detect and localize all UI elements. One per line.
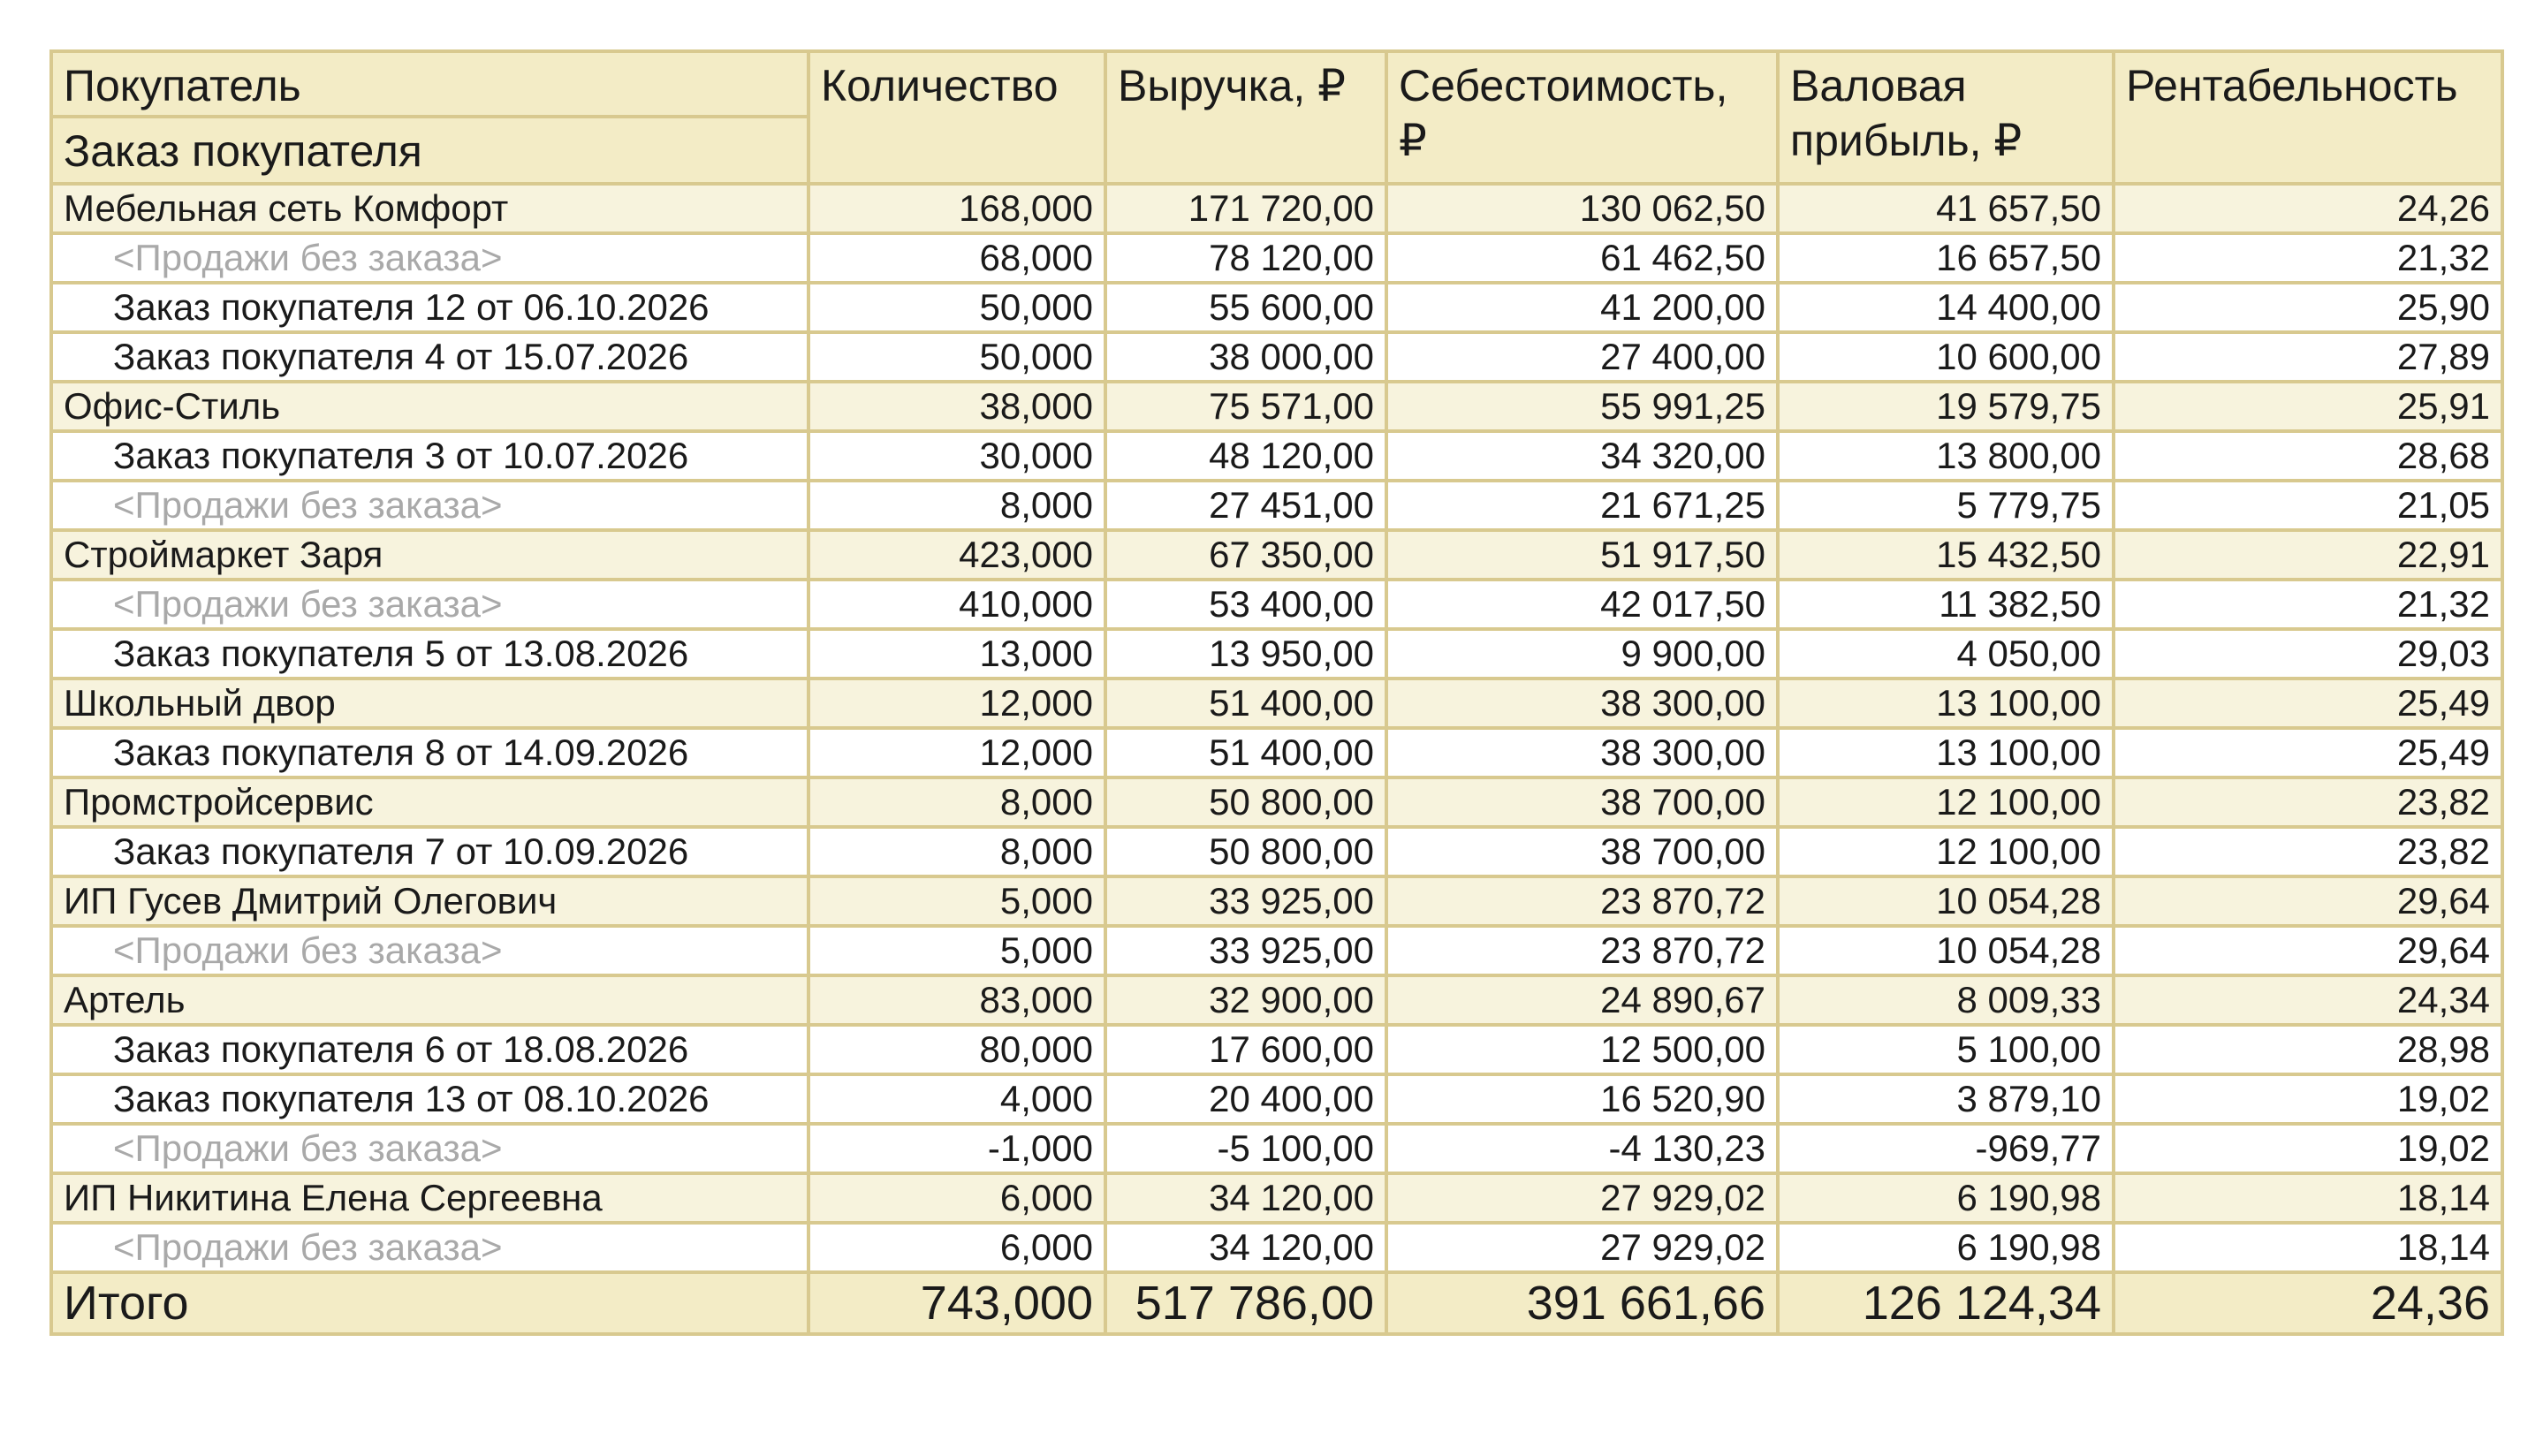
cell-revenue: -5 100,00 — [1105, 1124, 1386, 1173]
order-row[interactable] — [51, 580, 2502, 629]
total-quantity: 743,000 — [808, 1272, 1105, 1334]
cell-revenue: 51 400,00 — [1105, 728, 1386, 777]
total-revenue: 517 786,00 — [1105, 1272, 1386, 1334]
order-row[interactable] — [51, 332, 2502, 382]
cell-cost: 23 870,72 — [1386, 926, 1778, 975]
buyer-row[interactable] — [51, 876, 2502, 926]
cell-gross-profit: 5 779,75 — [1778, 481, 2114, 530]
cell-margin: 25,90 — [2114, 283, 2502, 332]
order-row[interactable] — [51, 1025, 2502, 1074]
cell-revenue: 38 000,00 — [1105, 332, 1386, 382]
cell-quantity: 83,000 — [808, 975, 1105, 1025]
cell-cost: 42 017,50 — [1386, 580, 1778, 629]
cell-name: Артель — [51, 975, 808, 1025]
cell-name: Заказ покупателя 13 от 08.10.2026 — [51, 1074, 808, 1124]
cell-margin: 28,98 — [2114, 1025, 2502, 1074]
order-row[interactable] — [51, 926, 2502, 975]
header-margin[interactable]: Рентабельность — [2114, 51, 2502, 184]
cell-quantity: 8,000 — [808, 481, 1105, 530]
cell-quantity: 6,000 — [808, 1223, 1105, 1272]
cell-revenue: 33 925,00 — [1105, 926, 1386, 975]
cell-cost: 27 400,00 — [1386, 332, 1778, 382]
cell-name: <Продажи без заказа> — [51, 1223, 808, 1272]
cell-gross-profit: 12 100,00 — [1778, 777, 2114, 827]
cell-quantity: 5,000 — [808, 926, 1105, 975]
cell-margin: 24,26 — [2114, 184, 2502, 233]
cell-margin: 22,91 — [2114, 530, 2502, 580]
report-header — [51, 51, 2502, 184]
cell-cost: 24 890,67 — [1386, 975, 1778, 1025]
cell-revenue: 78 120,00 — [1105, 233, 1386, 283]
cell-cost: 38 300,00 — [1386, 728, 1778, 777]
buyer-row[interactable] — [51, 382, 2502, 431]
cell-name: <Продажи без заказа> — [51, 233, 808, 283]
cell-quantity: 12,000 — [808, 679, 1105, 728]
cell-margin: 24,34 — [2114, 975, 2502, 1025]
cell-revenue: 33 925,00 — [1105, 876, 1386, 926]
cell-margin: 29,64 — [2114, 926, 2502, 975]
cell-name: <Продажи без заказа> — [51, 481, 808, 530]
cell-name: Заказ покупателя 5 от 13.08.2026 — [51, 629, 808, 679]
cell-quantity: 8,000 — [808, 827, 1105, 876]
header-revenue[interactable]: Выручка, ₽ — [1105, 51, 1386, 184]
cell-quantity: 80,000 — [808, 1025, 1105, 1074]
cell-margin: 29,64 — [2114, 876, 2502, 926]
cell-revenue: 20 400,00 — [1105, 1074, 1386, 1124]
cell-margin: 25,49 — [2114, 728, 2502, 777]
cell-gross-profit: 6 190,98 — [1778, 1223, 2114, 1272]
cell-gross-profit: -969,77 — [1778, 1124, 2114, 1173]
cell-quantity: -1,000 — [808, 1124, 1105, 1173]
cell-margin: 21,05 — [2114, 481, 2502, 530]
cell-cost: 9 900,00 — [1386, 629, 1778, 679]
cell-margin: 29,03 — [2114, 629, 2502, 679]
cell-gross-profit: 4 050,00 — [1778, 629, 2114, 679]
order-row[interactable] — [51, 728, 2502, 777]
cell-name: Строймаркет Заря — [51, 530, 808, 580]
cell-name: Школьный двор — [51, 679, 808, 728]
order-row[interactable] — [51, 431, 2502, 481]
buyer-row[interactable] — [51, 1173, 2502, 1223]
cell-quantity: 50,000 — [808, 332, 1105, 382]
cell-gross-profit: 5 100,00 — [1778, 1025, 2114, 1074]
cell-quantity: 38,000 — [808, 382, 1105, 431]
cell-margin: 25,49 — [2114, 679, 2502, 728]
cell-quantity: 12,000 — [808, 728, 1105, 777]
cell-revenue: 13 950,00 — [1105, 629, 1386, 679]
cell-revenue: 48 120,00 — [1105, 431, 1386, 481]
cell-name: Заказ покупателя 4 от 15.07.2026 — [51, 332, 808, 382]
report-body — [51, 184, 2502, 1272]
cell-gross-profit: 41 657,50 — [1778, 184, 2114, 233]
cell-cost: 51 917,50 — [1386, 530, 1778, 580]
total-row[interactable] — [51, 1272, 2502, 1334]
cell-margin: 25,91 — [2114, 382, 2502, 431]
cell-gross-profit: 14 400,00 — [1778, 283, 2114, 332]
cell-name: Заказ покупателя 7 от 10.09.2026 — [51, 827, 808, 876]
cell-quantity: 13,000 — [808, 629, 1105, 679]
cell-cost: 55 991,25 — [1386, 382, 1778, 431]
cell-margin: 28,68 — [2114, 431, 2502, 481]
cell-revenue: 51 400,00 — [1105, 679, 1386, 728]
cell-revenue: 50 800,00 — [1105, 827, 1386, 876]
header-quantity[interactable]: Количество — [808, 51, 1105, 184]
sales-report-table — [49, 49, 2504, 1336]
total-cost: 391 661,66 — [1386, 1272, 1778, 1334]
order-row[interactable] — [51, 629, 2502, 679]
cell-margin: 18,14 — [2114, 1173, 2502, 1223]
total-gross-profit: 126 124,34 — [1778, 1272, 2114, 1334]
cell-margin: 23,82 — [2114, 777, 2502, 827]
cell-name: Заказ покупателя 6 от 18.08.2026 — [51, 1025, 808, 1074]
cell-quantity: 5,000 — [808, 876, 1105, 926]
cell-gross-profit: 16 657,50 — [1778, 233, 2114, 283]
cell-quantity: 423,000 — [808, 530, 1105, 580]
cell-gross-profit: 10 600,00 — [1778, 332, 2114, 382]
buyer-row[interactable] — [51, 184, 2502, 233]
cell-name: <Продажи без заказа> — [51, 1124, 808, 1173]
cell-quantity: 68,000 — [808, 233, 1105, 283]
cell-quantity: 6,000 — [808, 1173, 1105, 1223]
cell-gross-profit: 13 100,00 — [1778, 728, 2114, 777]
order-row[interactable] — [51, 827, 2502, 876]
cell-name: Заказ покупателя 12 от 06.10.2026 — [51, 283, 808, 332]
total-label: Итого — [51, 1272, 808, 1334]
cell-name: ИП Гусев Дмитрий Олегович — [51, 876, 808, 926]
cell-gross-profit: 10 054,28 — [1778, 926, 2114, 975]
cell-gross-profit: 11 382,50 — [1778, 580, 2114, 629]
cell-margin: 27,89 — [2114, 332, 2502, 382]
cell-margin: 19,02 — [2114, 1074, 2502, 1124]
cell-name: Промстройсервис — [51, 777, 808, 827]
order-row[interactable] — [51, 283, 2502, 332]
order-row[interactable] — [51, 1223, 2502, 1272]
header-order[interactable]: Заказ покупателя — [51, 117, 808, 184]
cell-name: Мебельная сеть Комфорт — [51, 184, 808, 233]
cell-cost: -4 130,23 — [1386, 1124, 1778, 1173]
cell-cost: 41 200,00 — [1386, 283, 1778, 332]
cell-quantity: 50,000 — [808, 283, 1105, 332]
cell-cost: 34 320,00 — [1386, 431, 1778, 481]
cell-margin: 21,32 — [2114, 233, 2502, 283]
cell-revenue: 17 600,00 — [1105, 1025, 1386, 1074]
order-row[interactable] — [51, 1124, 2502, 1173]
cell-margin: 19,02 — [2114, 1124, 2502, 1173]
cell-cost: 27 929,02 — [1386, 1223, 1778, 1272]
cell-quantity: 168,000 — [808, 184, 1105, 233]
buyer-row[interactable] — [51, 679, 2502, 728]
cell-gross-profit: 10 054,28 — [1778, 876, 2114, 926]
total-margin: 24,36 — [2114, 1272, 2502, 1334]
header-cost[interactable]: Себестоимость, ₽ — [1386, 51, 1778, 184]
cell-gross-profit: 15 432,50 — [1778, 530, 2114, 580]
cell-name: Заказ покупателя 3 от 10.07.2026 — [51, 431, 808, 481]
cell-revenue: 34 120,00 — [1105, 1223, 1386, 1272]
cell-margin: 23,82 — [2114, 827, 2502, 876]
cell-name: Заказ покупателя 8 от 14.09.2026 — [51, 728, 808, 777]
cell-cost: 27 929,02 — [1386, 1173, 1778, 1223]
buyer-row[interactable] — [51, 530, 2502, 580]
cell-margin: 18,14 — [2114, 1223, 2502, 1272]
cell-gross-profit: 19 579,75 — [1778, 382, 2114, 431]
cell-gross-profit: 12 100,00 — [1778, 827, 2114, 876]
cell-revenue: 67 350,00 — [1105, 530, 1386, 580]
order-row[interactable] — [51, 481, 2502, 530]
order-row[interactable] — [51, 1074, 2502, 1124]
cell-gross-profit: 3 879,10 — [1778, 1074, 2114, 1124]
cell-name: ИП Никитина Елена Сергеевна — [51, 1173, 808, 1223]
order-row[interactable] — [51, 233, 2502, 283]
cell-revenue: 32 900,00 — [1105, 975, 1386, 1025]
cell-quantity: 8,000 — [808, 777, 1105, 827]
cell-revenue: 171 720,00 — [1105, 184, 1386, 233]
cell-name: <Продажи без заказа> — [51, 926, 808, 975]
cell-revenue: 50 800,00 — [1105, 777, 1386, 827]
cell-cost: 12 500,00 — [1386, 1025, 1778, 1074]
cell-cost: 130 062,50 — [1386, 184, 1778, 233]
cell-quantity: 30,000 — [808, 431, 1105, 481]
buyer-row[interactable] — [51, 777, 2502, 827]
cell-gross-profit: 6 190,98 — [1778, 1173, 2114, 1223]
cell-revenue: 34 120,00 — [1105, 1173, 1386, 1223]
buyer-row[interactable] — [51, 975, 2502, 1025]
cell-revenue: 53 400,00 — [1105, 580, 1386, 629]
report-footer — [51, 1272, 2502, 1334]
cell-gross-profit: 8 009,33 — [1778, 975, 2114, 1025]
cell-quantity: 410,000 — [808, 580, 1105, 629]
cell-revenue: 27 451,00 — [1105, 481, 1386, 530]
cell-name: Офис-Стиль — [51, 382, 808, 431]
cell-gross-profit: 13 800,00 — [1778, 431, 2114, 481]
cell-gross-profit: 13 100,00 — [1778, 679, 2114, 728]
cell-name: <Продажи без заказа> — [51, 580, 808, 629]
cell-cost: 38 700,00 — [1386, 777, 1778, 827]
cell-cost: 38 300,00 — [1386, 679, 1778, 728]
cell-cost: 16 520,90 — [1386, 1074, 1778, 1124]
cell-margin: 21,32 — [2114, 580, 2502, 629]
cell-cost: 23 870,72 — [1386, 876, 1778, 926]
header-buyer[interactable]: Покупатель — [51, 51, 808, 117]
cell-cost: 61 462,50 — [1386, 233, 1778, 283]
cell-cost: 21 671,25 — [1386, 481, 1778, 530]
cell-revenue: 75 571,00 — [1105, 382, 1386, 431]
cell-cost: 38 700,00 — [1386, 827, 1778, 876]
header-gross-profit[interactable]: Валовая прибыль, ₽ — [1778, 51, 2114, 184]
cell-quantity: 4,000 — [808, 1074, 1105, 1124]
cell-revenue: 55 600,00 — [1105, 283, 1386, 332]
